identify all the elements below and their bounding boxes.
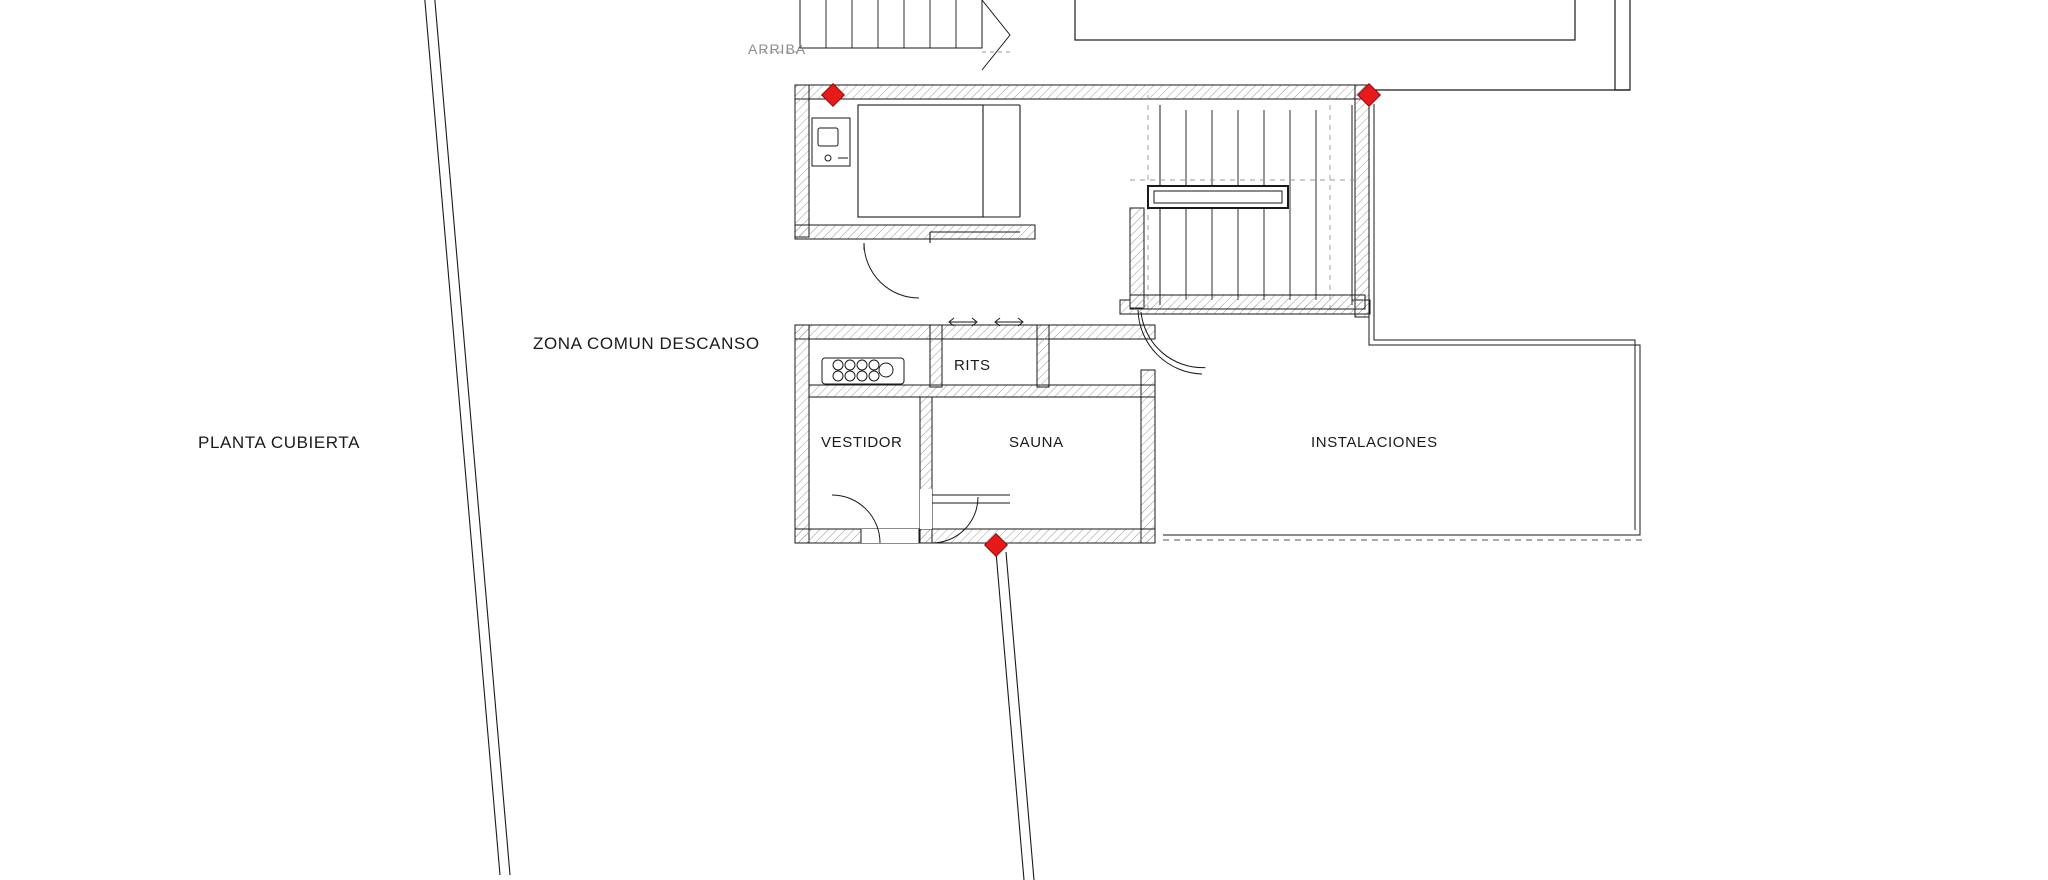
label-zona-comun-descanso: ZONA COMUN DESCANSO — [533, 334, 760, 353]
upper-building-outline — [1075, 0, 1630, 90]
label-vestidor: VESTIDOR — [821, 434, 903, 451]
hob-burners-fixture — [822, 358, 904, 384]
service-room-upper-left — [858, 105, 1020, 243]
label-rits: RITS — [954, 357, 991, 374]
label-arriba: ARRIBA — [748, 41, 807, 57]
label-planta-cubierta: PLANTA CUBIERTA — [198, 433, 361, 452]
label-instalaciones: INSTALACIONES — [1311, 434, 1438, 451]
kitchen-sink-fixture — [812, 118, 850, 166]
label-sauna: SAUNA — [1009, 434, 1064, 451]
sauna-bench-fixture — [932, 495, 1010, 503]
staircase-lower — [1130, 95, 1365, 310]
staircase-upper — [762, 0, 1012, 70]
